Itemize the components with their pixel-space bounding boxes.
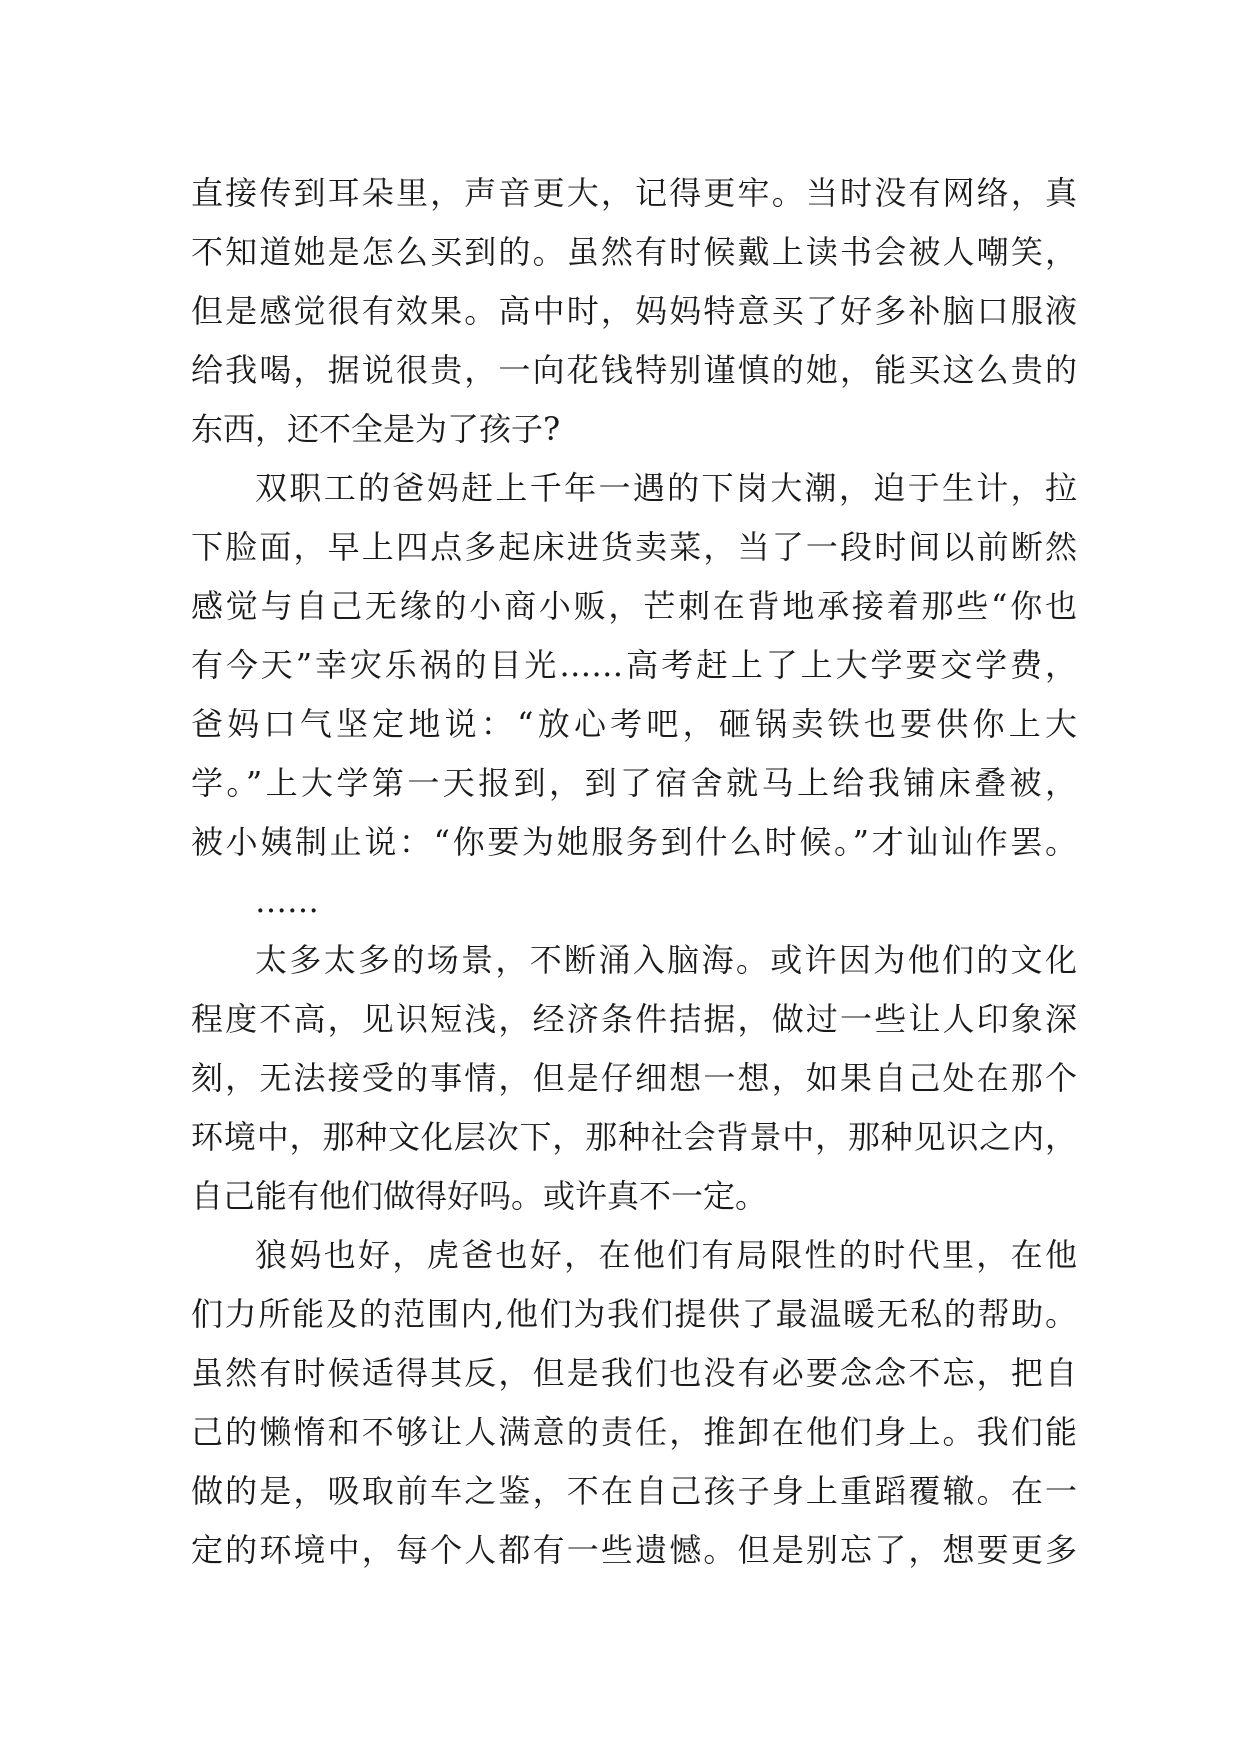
body-text bbox=[191, 164, 1077, 1580]
text-line: 东西，还不全是为了孩子? bbox=[191, 410, 561, 448]
text-line: 下脸面，早上四点多起床进货卖菜，当了一段时间以前断然 bbox=[191, 528, 1077, 566]
text-line: 感觉与自己无缘的小商小贩，芒刺在背地承接着那些“你也 bbox=[191, 587, 1077, 625]
text-line: 程度不高，见识短浅，经济条件拮据，做过一些让人印象深 bbox=[191, 1000, 1077, 1038]
paragraph bbox=[191, 931, 1077, 1226]
text-line: 狼妈也好，虎爸也好，在他们有局限性的时代里，在他 bbox=[255, 1236, 1077, 1274]
text-line: 虽然有时候适得其反，但是我们也没有必要念念不忘，把自 bbox=[191, 1354, 1077, 1392]
text-line: 有今天”幸灾乐祸的目光……高考赶上了上大学要交学费， bbox=[191, 646, 1077, 684]
paragraph bbox=[191, 459, 1077, 872]
text-line: 定的环境中，每个人都有一些遗憾。但是别忘了，想要更多 bbox=[191, 1531, 1077, 1569]
text-line: 直接传到耳朵里，声音更大，记得更牢。当时没有网络，真 bbox=[191, 174, 1077, 212]
text-line: 们力所能及的范围内,他们为我们提供了最温暖无私的帮助。 bbox=[191, 1295, 1077, 1333]
paragraph-continuation bbox=[191, 164, 1077, 459]
text-line: 己的懒惰和不够让人满意的责任，推卸在他们身上。我们能 bbox=[191, 1413, 1077, 1451]
text-line: 但是感觉很有效果。高中时，妈妈特意买了好多补脑口服液 bbox=[191, 292, 1077, 330]
text-line: 环境中，那种文化层次下，那种社会背景中，那种见识之内， bbox=[191, 1118, 1077, 1156]
text-line: 给我喝，据说很贵，一向花钱特别谨慎的她，能买这么贵的 bbox=[191, 351, 1077, 389]
text-line: 学。”上大学第一天报到，到了宿舍就马上给我铺床叠被， bbox=[191, 764, 1077, 802]
text-line: 做的是，吸取前车之鉴，不在自己孩子身上重蹈覆辙。在一 bbox=[191, 1472, 1077, 1510]
text-line: 太多太多的场景，不断涌入脑海。或许因为他们的文化 bbox=[255, 941, 1077, 979]
text-line: 被小姨制止说：“你要为她服务到什么时候。”才讪讪作罢。 bbox=[191, 823, 1077, 861]
text-line: 双职工的爸妈赶上千年一遇的下岗大潮，迫于生计，拉 bbox=[255, 469, 1077, 507]
text-line: …… bbox=[255, 882, 319, 920]
text-line: 自己能有他们做得好吗。或许真不一定。 bbox=[191, 1177, 768, 1215]
ellipsis-paragraph bbox=[191, 872, 1077, 931]
text-line: 爸妈口气坚定地说：“放心考吧，砸锅卖铁也要供你上大 bbox=[191, 705, 1077, 743]
paragraph bbox=[191, 1226, 1077, 1580]
text-line: 不知道她是怎么买到的。虽然有时候戴上读书会被人嘲笑， bbox=[191, 233, 1077, 271]
text-line: 刻，无法接受的事情，但是仔细想一想，如果自己处在那个 bbox=[191, 1059, 1077, 1097]
